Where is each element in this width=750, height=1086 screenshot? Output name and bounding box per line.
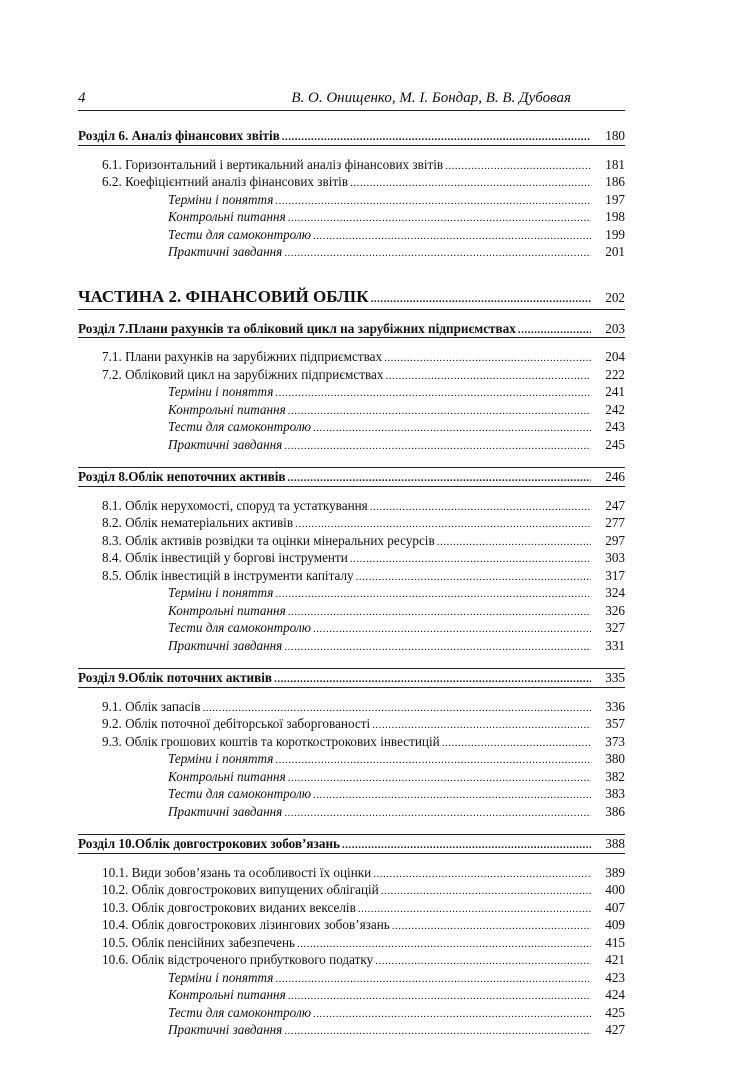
toc-supplement-page: 197 <box>605 191 625 207</box>
toc-supplement <box>78 768 625 786</box>
dot-leader <box>371 287 591 311</box>
dot-leader <box>284 1023 591 1041</box>
toc-supplement-page: 326 <box>605 602 625 618</box>
toc-subsection-page: 297 <box>605 532 625 548</box>
section-heading-title: Розділ 6. Аналіз фінансових звітів <box>78 128 280 143</box>
toc-supplement-page: 423 <box>605 969 625 985</box>
toc-subsection <box>78 864 625 882</box>
dot-leader <box>288 470 591 488</box>
toc-supplement-title: Практичні завдання <box>168 244 283 259</box>
section-heading-title: Розділ 10.Облік довгострокових зобов’язань <box>78 836 341 851</box>
toc-subsection-title: 8.2. Облік нематеріальних активів <box>102 515 294 530</box>
toc-subsection-page: 357 <box>605 716 625 731</box>
spacer <box>78 453 625 467</box>
toc-subsection-title: 6.2. Коефіцієнтний аналіз фінансових звітів <box>102 174 349 189</box>
spacer <box>78 338 625 348</box>
toc-subsection-page: 222 <box>605 366 625 382</box>
toc-supplement-page: 380 <box>605 751 625 766</box>
section-heading-page: 180 <box>605 128 625 143</box>
toc-supplement-title: Практичні завдання <box>168 803 283 819</box>
spacer <box>78 854 625 864</box>
toc-subsection-title: 10.6. Облік відстроченого прибуткового податку <box>102 952 374 967</box>
toc-supplement <box>78 803 625 821</box>
toc-subsection-title: 6.1. Горизонтальний і вертикальний аналіз фінансових звітів <box>102 156 444 172</box>
part-heading <box>78 285 625 310</box>
table-of-contents <box>78 127 625 1039</box>
toc-subsection-title: 8.4. Облік інвестицій у боргові інструменти <box>102 550 348 565</box>
toc-supplement <box>78 418 625 436</box>
dot-leader <box>284 438 591 456</box>
dot-leader <box>282 129 591 147</box>
toc-subsection <box>78 173 625 191</box>
toc-subsection-page: 400 <box>605 882 625 897</box>
toc-supplement-page: 425 <box>605 1004 625 1020</box>
toc-subsection <box>78 698 625 716</box>
toc-supplement-title: Контрольні питання <box>168 602 286 618</box>
toc-subsection-page: 415 <box>605 934 625 950</box>
toc-supplement-page: 241 <box>605 384 625 399</box>
dot-leader <box>518 322 591 340</box>
toc-subsection-page: 407 <box>605 899 625 915</box>
toc-subsection <box>78 532 625 550</box>
toc-supplement-title: Терміни і поняття <box>168 191 274 207</box>
section-heading-title: Розділ 8.Облік непоточних активів <box>78 469 286 484</box>
dot-leader <box>284 639 591 657</box>
toc-subsection-title: 9.1. Облік запасів <box>102 698 201 714</box>
toc-subsection-page: 409 <box>605 917 625 932</box>
spacer <box>78 146 625 156</box>
section-heading-title: Розділ 7.Плани рахунків та обліковий цикл на зарубіжних підприємствах <box>78 320 516 336</box>
toc-supplement-title: Тести для самоконтролю <box>168 226 312 242</box>
toc-subsection <box>78 951 625 969</box>
section-heading <box>78 467 625 487</box>
section-heading <box>78 127 625 146</box>
toc-subsection-title: 10.4. Облік довгострокових лізингових зобов’язань <box>102 917 390 932</box>
toc-supplement-title: Контрольні питання <box>168 209 286 224</box>
toc-supplement <box>78 619 625 637</box>
toc-subsection-title: 10.1. Види зобов’язань та особливості їх оцінки <box>102 864 372 880</box>
toc-supplement <box>78 602 625 620</box>
toc-subsection-page: 247 <box>605 497 625 513</box>
toc-supplement-title: Терміни і поняття <box>168 585 274 600</box>
running-head-authors: В. О. Онищенко, М. І. Бондар, В. В. Дубовая <box>291 90 571 106</box>
toc-supplement <box>78 401 625 419</box>
toc-subsection-title: 9.3. Облік грошових коштів та короткострокових інвестицій <box>102 733 440 749</box>
spacer <box>78 820 625 834</box>
toc-supplement <box>78 1004 625 1022</box>
toc-subsection-title: 9.2. Облік поточної дебіторської заборгованості <box>102 716 371 731</box>
toc-supplement-page: 331 <box>605 637 625 653</box>
toc-supplement-title: Контрольні питання <box>168 987 286 1002</box>
toc-supplement <box>78 243 625 261</box>
toc-supplement-page: 245 <box>605 436 625 452</box>
toc-subsection <box>78 916 625 934</box>
toc-supplement <box>78 785 625 803</box>
toc-supplement-page: 424 <box>605 987 625 1002</box>
toc-subsection <box>78 881 625 899</box>
toc-subsection <box>78 366 625 384</box>
toc-supplement <box>78 584 625 602</box>
dot-leader <box>342 837 591 855</box>
toc-supplement-title: Практичні завдання <box>168 1022 283 1037</box>
page-number: 4 <box>78 90 86 106</box>
toc-supplement <box>78 969 625 987</box>
section-heading <box>78 320 625 339</box>
toc-subsection-title: 8.1. Облік нерухомості, споруд та устаткування <box>102 497 368 513</box>
toc-subsection-page: 317 <box>605 567 625 583</box>
spacer <box>78 261 625 285</box>
running-header <box>78 88 625 111</box>
toc-supplement-page: 201 <box>605 244 625 259</box>
toc-subsection-page: 389 <box>605 864 625 880</box>
toc-supplement-page: 382 <box>605 768 625 784</box>
part-heading-page: 202 <box>605 289 625 305</box>
toc-supplement-page: 327 <box>605 620 625 635</box>
toc-subsection-title: 7.2. Обліковий цикл на зарубіжних підприємствах <box>102 366 384 382</box>
toc-subsection-title: 7.1. Плани рахунків на зарубіжних підприємствах <box>102 349 383 364</box>
toc-subsection <box>78 497 625 515</box>
toc-supplement-title: Тести для самоконтролю <box>168 786 312 801</box>
toc-supplement-title: Терміни і поняття <box>168 969 274 985</box>
toc-subsection <box>78 549 625 567</box>
section-heading <box>78 834 625 854</box>
toc-supplement-page: 383 <box>605 786 625 801</box>
section-heading-page: 246 <box>605 469 625 484</box>
toc-supplement-page: 198 <box>605 209 625 224</box>
part-heading-title: ЧАСТИНА 2. ФІНАНСОВИЙ ОБЛІК <box>78 286 369 306</box>
section-heading <box>78 668 625 688</box>
toc-subsection <box>78 514 625 532</box>
toc-supplement-title: Контрольні питання <box>168 401 286 417</box>
toc-supplement-title: Тести для самоконтролю <box>168 620 312 635</box>
toc-supplement <box>78 750 625 768</box>
toc-supplement-title: Практичні завдання <box>168 637 283 653</box>
spacer <box>78 688 625 698</box>
toc-subsection-page: 277 <box>605 515 625 530</box>
toc-supplement-page: 386 <box>605 803 625 819</box>
toc-subsection <box>78 567 625 585</box>
dot-leader <box>284 245 591 263</box>
section-heading-page: 335 <box>605 670 625 685</box>
toc-subsection <box>78 899 625 917</box>
toc-supplement <box>78 436 625 454</box>
dot-leader <box>274 671 591 689</box>
toc-supplement <box>78 226 625 244</box>
section-heading-page: 203 <box>605 320 625 336</box>
toc-supplement-title: Практичні завдання <box>168 436 283 452</box>
toc-supplement <box>78 208 625 226</box>
section-heading-page: 388 <box>605 836 625 851</box>
toc-subsection-page: 373 <box>605 733 625 749</box>
toc-subsection-page: 204 <box>605 349 625 364</box>
spacer <box>78 487 625 497</box>
toc-supplement <box>78 637 625 655</box>
toc-subsection <box>78 348 625 366</box>
spacer <box>78 310 625 320</box>
toc-supplement-page: 324 <box>605 585 625 600</box>
dot-leader <box>284 805 591 823</box>
toc-subsection-page: 181 <box>605 156 625 172</box>
toc-subsection-title: 10.3. Облік довгострокових виданих векселів <box>102 899 356 915</box>
toc-subsection-page: 186 <box>605 174 625 189</box>
toc-subsection-page: 421 <box>605 952 625 967</box>
section-heading-title: Розділ 9.Облік поточних активів <box>78 670 273 685</box>
toc-subsection-title: 8.5. Облік інвестицій в інструменти капіталу <box>102 567 354 583</box>
toc-supplement-title: Терміни і поняття <box>168 384 274 399</box>
toc-subsection <box>78 715 625 733</box>
toc-supplement <box>78 191 625 209</box>
toc-subsection-title: 10.2. Облік довгострокових випущених облігацій <box>102 882 379 897</box>
toc-supplement-page: 427 <box>605 1022 625 1037</box>
toc-subsection <box>78 156 625 174</box>
toc-subsection <box>78 934 625 952</box>
toc-supplement-page: 242 <box>605 401 625 417</box>
toc-supplement <box>78 986 625 1004</box>
toc-supplement-title: Контрольні питання <box>168 768 286 784</box>
toc-supplement <box>78 383 625 401</box>
toc-subsection-title: 8.3. Облік активів розвідки та оцінки мінеральних ресурсів <box>102 532 435 548</box>
toc-subsection-page: 336 <box>605 698 625 714</box>
toc-supplement-page: 199 <box>605 226 625 242</box>
spacer <box>78 654 625 668</box>
toc-subsection <box>78 733 625 751</box>
toc-supplement-title: Тести для самоконтролю <box>168 1004 312 1020</box>
toc-supplement-title: Тести для самоконтролю <box>168 419 312 434</box>
toc-subsection-page: 303 <box>605 550 625 565</box>
toc-supplement-page: 243 <box>605 419 625 434</box>
toc-subsection-title: 10.5. Облік пенсійних забезпечень <box>102 934 296 950</box>
toc-supplement-title: Терміни і поняття <box>168 751 274 766</box>
toc-supplement <box>78 1021 625 1039</box>
